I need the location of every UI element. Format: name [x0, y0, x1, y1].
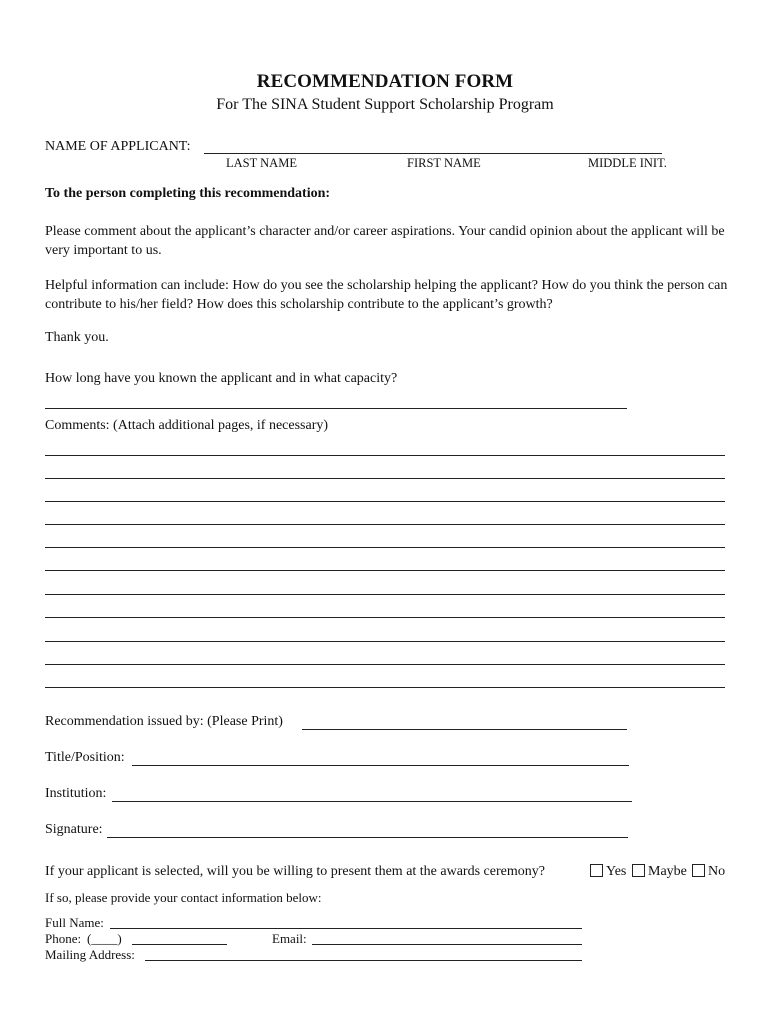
yes-option-label: Yes	[606, 864, 627, 879]
known-answer-line[interactable]	[45, 408, 627, 409]
intro-paragraph-1: Please comment about the applicant’s character and/or career aspirations. Your candid opinion about the applicant will be very important to us.	[45, 224, 725, 258]
form-title: RECOMMENDATION FORM	[256, 71, 514, 92]
email-line[interactable]	[312, 944, 582, 945]
phone-label: Phone:	[45, 931, 82, 946]
thank-you-text: Thank you.	[45, 330, 109, 345]
comment-line[interactable]	[45, 455, 725, 456]
comment-line[interactable]	[45, 501, 725, 502]
contact-prompt: If so, please provide your contact information below:	[45, 890, 322, 905]
mailing-address-line[interactable]	[145, 960, 582, 961]
institution-label: Institution:	[45, 786, 107, 801]
no-checkbox[interactable]	[692, 864, 705, 877]
last-name-caption: LAST NAME	[226, 156, 297, 170]
middle-init-caption: MIDDLE INIT.	[588, 156, 667, 170]
full-name-line[interactable]	[110, 928, 582, 929]
maybe-option-label: Maybe	[648, 864, 687, 879]
institution-line[interactable]	[112, 801, 632, 802]
intro-heading: To the person completing this recommendation:	[45, 186, 331, 201]
applicant-name-line[interactable]	[204, 153, 662, 154]
comment-line[interactable]	[45, 617, 725, 618]
signature-label: Signature:	[45, 822, 103, 837]
comment-line[interactable]	[45, 478, 725, 479]
intro-paragraph-2: Helpful information can include: How do you see the scholarship helping the applicant? How do you think the person can contribute to his/her field? How does this scholarship contribute to the applicant’s growth?	[45, 278, 728, 312]
title-position-label: Title/Position:	[45, 750, 125, 765]
comment-line[interactable]	[45, 641, 725, 642]
first-name-caption: FIRST NAME	[407, 156, 481, 170]
no-option-label: No	[708, 864, 726, 879]
maybe-checkbox[interactable]	[632, 864, 645, 877]
full-name-label: Full Name:	[45, 915, 104, 930]
issued-by-line[interactable]	[302, 729, 627, 730]
comment-line[interactable]	[45, 664, 725, 665]
issued-by-label: Recommendation issued by: (Please Print)	[45, 714, 283, 729]
comment-line[interactable]	[45, 570, 725, 571]
comment-line[interactable]	[45, 547, 725, 548]
applicant-name-label: NAME OF APPLICANT:	[45, 139, 191, 154]
known-question: How long have you known the applicant and in what capacity?	[45, 371, 398, 386]
comment-line[interactable]	[45, 524, 725, 525]
mailing-address-label: Mailing Address:	[45, 947, 135, 962]
comment-line[interactable]	[45, 594, 725, 595]
phone-number-line[interactable]	[132, 944, 227, 945]
title-position-line[interactable]	[132, 765, 629, 766]
ceremony-question: If your applicant is selected, will you be willing to present them at the awards ceremony?	[45, 864, 545, 879]
form-subtitle: For The SINA Student Support Scholarship Program	[216, 96, 554, 113]
comments-label: Comments: (Attach additional pages, if necessary)	[45, 418, 329, 433]
phone-area-code[interactable]: (____)	[87, 931, 122, 946]
comment-line[interactable]	[45, 687, 725, 688]
yes-checkbox[interactable]	[590, 864, 603, 877]
email-label: Email:	[272, 931, 307, 946]
signature-line[interactable]	[107, 837, 628, 838]
